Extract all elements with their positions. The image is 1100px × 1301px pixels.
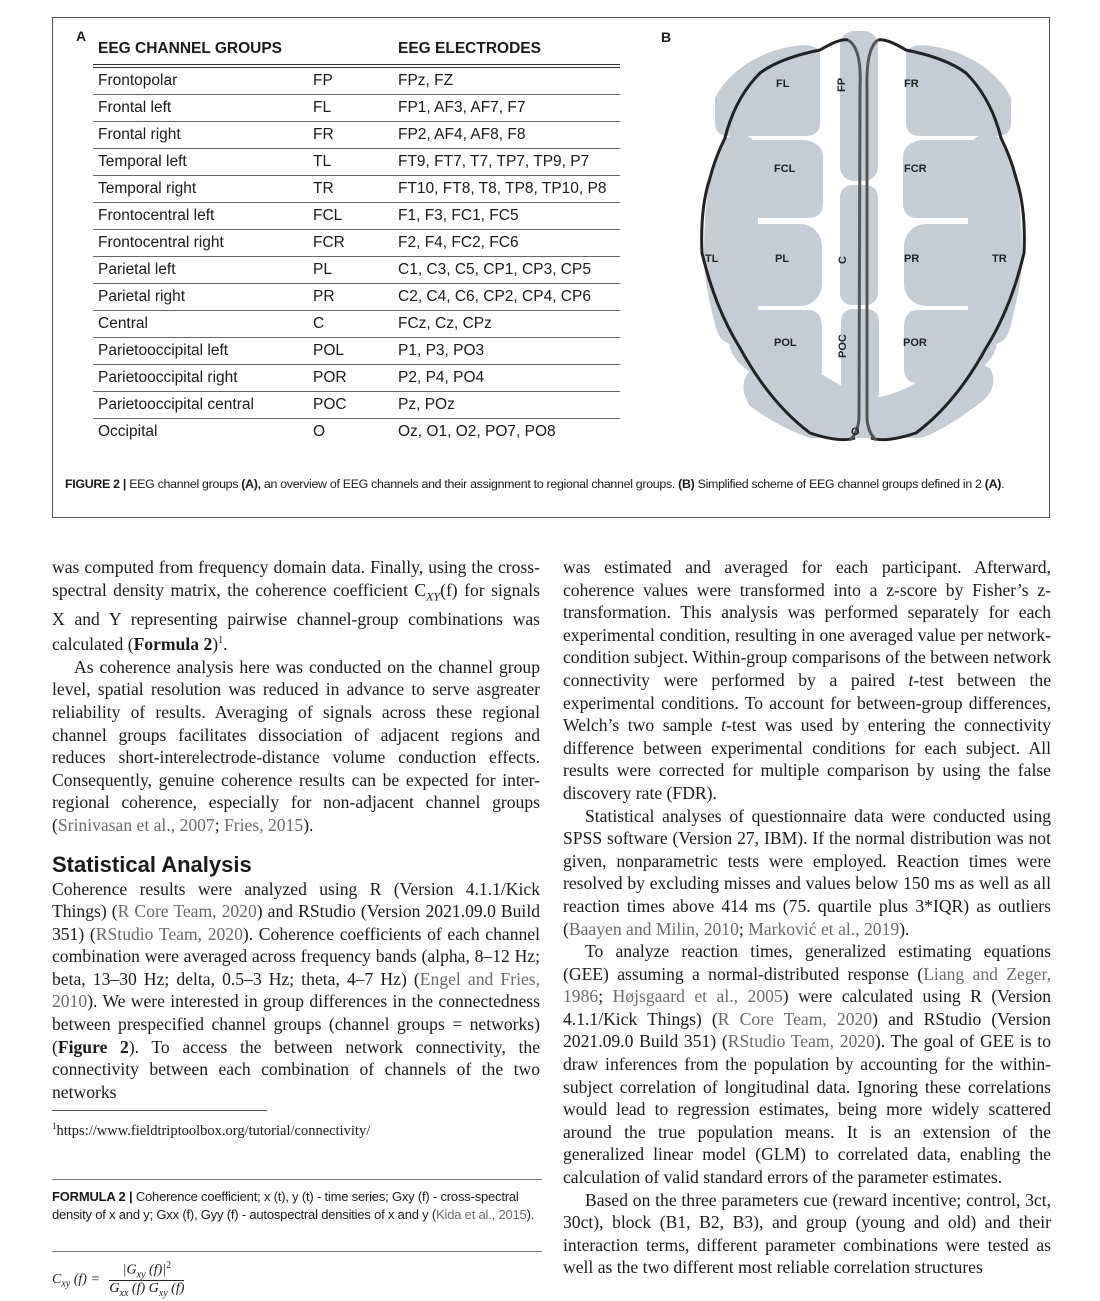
text: was estimated and averaged for each participant. Afterward, coherence values were transformed into a z-score by Fisher’s z-transformation. This analysis was performed separately for each experimental condition, resulting in one averaged value per network-condition subject. Within-group comparisons of the between network connectivity were performed by a paired (563, 557, 1051, 690)
cell-channel-group: Parietal right (93, 284, 308, 311)
label-PL: PL (775, 253, 790, 265)
cell-abbrev: C (308, 311, 393, 338)
label-PR: PR (904, 253, 920, 265)
coherence-formula (52, 1260, 184, 1299)
italic-text: t (721, 715, 727, 736)
caption-label: FIGURE 2 | (65, 477, 127, 491)
panel-b-label: B (661, 29, 672, 45)
cell-electrodes: F2, F4, FC2, FC6 (393, 230, 620, 257)
text: ). (526, 1207, 535, 1222)
table-row (93, 392, 620, 419)
text: G (148, 1281, 159, 1297)
footnote (52, 1121, 370, 1140)
cell-abbrev: FL (308, 95, 393, 122)
cell-electrodes: FCz, Cz, CPz (393, 311, 620, 338)
cell-abbrev: POC (308, 392, 393, 419)
table-header-row (93, 38, 620, 66)
caption-text: Simplified scheme of EEG channel groups defined in 2 (694, 477, 985, 491)
label-TL: TL (705, 253, 719, 265)
table-row (93, 257, 620, 284)
table-row (93, 338, 620, 365)
text: ). (899, 918, 910, 939)
caption-bold: (A) (984, 477, 1002, 491)
figure-link[interactable]: Figure 2 (57, 1036, 129, 1057)
cell-channel-group: Temporal right (93, 176, 308, 203)
formula-fraction (109, 1260, 184, 1299)
superscript: 2 (166, 1260, 172, 1271)
label-C: C (837, 256, 849, 264)
left-column (52, 556, 540, 1103)
text: ) were calculated using R (Version 4.1.1/Kick Things) ( (563, 986, 1051, 1029)
text: ) (212, 634, 219, 655)
text: (f) (167, 1281, 185, 1297)
paragraph (563, 940, 1051, 1189)
table-row (93, 203, 620, 230)
citation-link[interactable]: Fries, 2015 (224, 814, 304, 835)
label-FP: FP (836, 77, 848, 92)
table-row (93, 365, 620, 392)
text: . (223, 634, 228, 655)
text: (f) for signals X and Y representing pairwise channel-group combinations was calculated ( (52, 579, 540, 655)
caption-bold: (B) (678, 477, 695, 491)
text: Based on the three parameters cue (reward incentive; control, 3ct, 30ct), block (B1, B2, B3), and group (young and old) and their interaction terms, different parameter combinations were tested as well as the two different most reliable correlation structures (563, 1189, 1051, 1278)
cell-channel-group: Frontopolar (93, 66, 308, 95)
text: As coherence analysis here was conducted on the channel group level, spatial resolution was reduced in advance to serve asgreater reliability of results. Averaging of signals across these regional channel groups facilitates dissociation of adjacent regions and reduces short-interelectrode-distance volume conduction effects. Consequently, genuine coherence results can be expected for inter-regional coherence, especially for non-adjacent channel groups ( (52, 656, 540, 835)
cell-electrodes: C1, C3, C5, CP1, CP3, CP5 (393, 257, 620, 284)
cell-electrodes: FP1, AF3, AF7, F7 (393, 95, 620, 122)
figure-caption (65, 475, 1040, 494)
cell-electrodes: FP2, AF4, AF8, F8 (393, 122, 620, 149)
text: ; (738, 918, 749, 939)
cell-channel-group: Parietooccipital left (93, 338, 308, 365)
label-FL: FL (776, 78, 790, 90)
label-FR: FR (904, 78, 919, 90)
label-TR: TR (992, 253, 1007, 265)
text: (f)| (145, 1262, 167, 1278)
label-POC: POC (837, 334, 849, 358)
text: ; (214, 814, 225, 835)
cell-abbrev: TR (308, 176, 393, 203)
text: ) and RStudio (Version 2021.09.0 Build 351) ( (563, 1008, 1051, 1052)
cell-channel-group: Frontal right (93, 122, 308, 149)
subscript: xx (119, 1288, 129, 1300)
cell-electrodes: P1, P3, PO3 (393, 338, 620, 365)
section-heading: Statistical Analysis (52, 851, 252, 877)
text: -test between the experimental conditions. To account for between-group differences, Welch’s two sample (563, 669, 1052, 736)
italic-text: t (908, 669, 914, 690)
table-row (93, 149, 620, 176)
table-row (93, 419, 620, 446)
table-row (93, 311, 620, 338)
text: ; (598, 986, 613, 1007)
cell-channel-group: Parietooccipital right (93, 365, 308, 392)
subscript: xy (61, 1278, 71, 1290)
cell-abbrev: POR (308, 365, 393, 392)
header-electrodes: EEG ELECTRODES (393, 38, 620, 66)
formula-caption (52, 1188, 552, 1224)
cell-abbrev: FR (308, 122, 393, 149)
subscript: xy (136, 1269, 146, 1281)
text: ). Coherence coefficients of each channel combination were averaged across frequency bands (alpha, 8–12 Hz; beta, 13–30 Hz; delta, 0.5–3 Hz; theta, 4–7 Hz) ( (52, 923, 541, 989)
subscript: xy (158, 1288, 168, 1300)
cell-abbrev: POL (308, 338, 393, 365)
citation-link[interactable]: Højsgaard et al., 2005 (612, 986, 783, 1007)
cell-abbrev: FP (308, 66, 393, 95)
cell-channel-group: Frontocentral left (93, 203, 308, 230)
paragraph (52, 656, 540, 837)
citation-link[interactable]: Kida et al., 2015 (436, 1207, 527, 1222)
cell-electrodes: FT9, FT7, T7, TP7, TP9, P7 (393, 149, 620, 176)
table-row (93, 284, 620, 311)
cell-abbrev: FCL (308, 203, 393, 230)
text: G (109, 1281, 120, 1297)
text: was computed from frequency domain data. Finally, using the cross-spectral density matrix, the coherence coefficient C (52, 557, 540, 600)
paragraph (52, 878, 540, 1104)
cell-abbrev: TL (308, 149, 393, 176)
citation-link[interactable]: RStudio Team, 2020 (727, 1031, 875, 1052)
text: ). To access the between network connectivity, the connectivity between each combination of channels of the two networks (52, 1036, 540, 1102)
citation-link[interactable]: R Core Team, 2020 (117, 901, 257, 922)
table-row (93, 66, 620, 95)
cell-electrodes: FPz, FZ (393, 66, 620, 95)
label-FCR: FCR (904, 163, 927, 175)
cell-channel-group: Occipital (98, 423, 158, 440)
text: Coherence coefficient; x (t), y (t) - time series; Gxy (f) - cross-spectral density of x and y; Gxx (f), Gyy (f) - autospectral densities of x and y ( (52, 1189, 519, 1222)
citation-link[interactable]: Marković et al., 2019 (748, 918, 900, 939)
cell-electrodes: F1, F3, FC1, FC5 (393, 203, 620, 230)
footnote-url[interactable]: https://www.fieldtriptoolbox.org/tutorial/connectivity/ (56, 1122, 371, 1139)
text: Statistical analyses of questionnaire data were conducted using SPSS software (Version 27, IBM). If the normal distribution was not given, nonparametric tests were employed. Reaction times were resolved by excluding misses and values below 150 ms as well as all reaction times above 414 ms (75. quartile plus 3*IQR) as outliers ( (563, 805, 1051, 939)
cell-channel-group: Parietal left (93, 257, 308, 284)
citation-link[interactable]: Liang and Zeger, 1986 (563, 963, 1051, 1007)
formula-numerator (109, 1260, 184, 1281)
cell-electrodes: FT10, FT8, T8, TP8, TP10, P8 (393, 176, 620, 203)
cell-electrodes: C2, C4, C6, CP2, CP4, CP6 (393, 284, 620, 311)
cell-electrodes: Pz, POz (393, 392, 620, 419)
region-PL (722, 224, 822, 306)
paragraph (563, 805, 1051, 941)
cell-electrodes: Oz, O1, O2, PO7, PO8 (398, 423, 556, 440)
region-FCL-inner (725, 140, 823, 218)
text: -test was used by entering the connectivity difference between experimental conditions for each subject. All results were corrected for multiple comparison by using the false discovery rate (FDR). (563, 715, 1051, 803)
cell-channel-group: Parietooccipital central (93, 392, 308, 419)
footnote-divider (52, 1110, 267, 1111)
eeg-channel-table (93, 38, 620, 445)
caption-text: EEG channel groups (126, 477, 242, 491)
text: Coherence results were analyzed using R (Version 4.1.1/Kick Things) ( (52, 878, 540, 922)
text: ). We were interested in group differences in the connectedness between prespecified channel groups (channel groups = networks) ( (52, 991, 540, 1057)
subscript: XY (426, 589, 441, 604)
cell-channel-group: Frontocentral right (93, 230, 308, 257)
cell-abbrev: PL (308, 257, 393, 284)
text: To analyze reaction times, generalized estimating equations (GEE) assuming a normal-distributed response ( (563, 941, 1051, 984)
table-row (93, 95, 620, 122)
caption-text: an overview of EEG channels and their assignment to regional channel groups. (260, 477, 679, 491)
panel-a-label: A (76, 28, 87, 44)
cell-abbrev: O (313, 423, 326, 440)
formula-bottom-rule (52, 1251, 542, 1252)
caption-text: . (1001, 477, 1005, 491)
citation-link[interactable]: Srinivasan et al., 2007 (57, 814, 215, 835)
formula-caption-label: FORMULA 2 | (52, 1189, 133, 1204)
label-O: O (851, 426, 860, 438)
text: ) and RStudio (Version 2021.09.0 Build 351) ( (52, 901, 541, 944)
formula-lhs: C (52, 1271, 62, 1287)
footnote-number: 1 (52, 1121, 57, 1131)
paragraph (563, 1189, 1051, 1279)
right-column (563, 556, 1051, 1279)
text: |G (122, 1262, 137, 1278)
text: ). The goal of GEE is to draw inferences from the population by accounting for the within-subject correlation of longitudinal data. Ignoring these correlations would lead to regression estimates, being more widely scattered around the true population means. It is an extension of the generalized linear model (GLM) to correlated data, enabling the calculation of valid standard errors of the parameter estimates. (563, 1031, 1051, 1188)
citation-link[interactable]: R Core Team, 2020 (717, 1008, 873, 1029)
text: ). (303, 814, 314, 835)
cell-abbrev: FCR (308, 230, 393, 257)
label-POL: POL (774, 337, 797, 349)
footnote-ref[interactable]: 1 (218, 635, 224, 647)
text: (f) = (70, 1271, 100, 1287)
paragraph (563, 556, 1051, 805)
table-row (93, 230, 620, 257)
label-FCL: FCL (774, 163, 796, 175)
formula-denominator (109, 1281, 184, 1299)
table-row (93, 176, 620, 203)
region-PR (904, 224, 1004, 306)
formula-top-rule (52, 1179, 542, 1180)
header-channel-groups: EEG CHANNEL GROUPS (93, 38, 308, 66)
header-abbrev (308, 38, 393, 66)
cell-channel-group: Central (93, 311, 308, 338)
region-FCR-inner (903, 140, 1001, 218)
table-row (93, 122, 620, 149)
cell-channel-group: Temporal left (93, 149, 308, 176)
label-POR: POR (903, 337, 927, 349)
formula-link[interactable]: Formula 2 (133, 634, 213, 655)
paragraph (52, 556, 540, 656)
cell-abbrev: PR (308, 284, 393, 311)
cell-channel-group: Frontal left (93, 95, 308, 122)
text: (f) (128, 1281, 149, 1297)
citation-link[interactable]: Engel and Fries, 2010 (52, 968, 541, 1012)
citation-link[interactable]: RStudio Team, 2020 (95, 923, 243, 944)
caption-bold: (A), (241, 477, 261, 491)
citation-link[interactable]: Baayen and Milin, 2010 (568, 918, 739, 939)
brain-channel-diagram (690, 28, 1036, 453)
cell-electrodes: P2, P4, PO4 (393, 365, 620, 392)
